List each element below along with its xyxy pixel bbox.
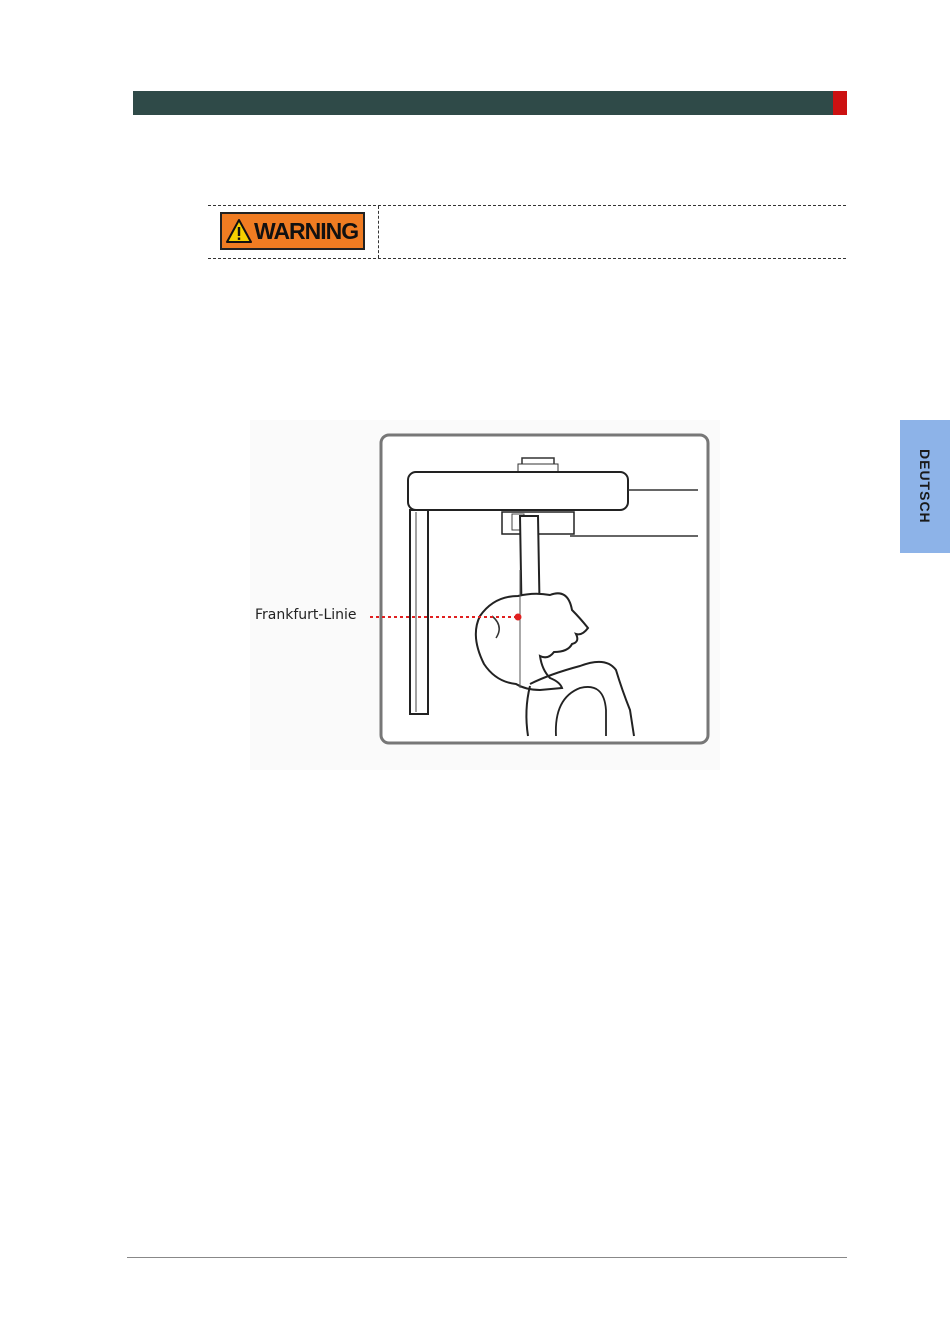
header-bar	[133, 91, 833, 115]
side-tab-language[interactable]	[900, 420, 950, 553]
warning-label: WARNING	[254, 217, 359, 244]
frankfurt-line-label: Frankfurt-Linie	[255, 607, 357, 623]
warning-divider	[378, 206, 379, 258]
warning-badge	[220, 212, 365, 250]
header-accent	[833, 91, 847, 115]
patient-positioning-figure	[250, 420, 720, 770]
side-tab-label: DEUTSCH	[917, 449, 933, 524]
warning-triangle-icon	[226, 218, 252, 244]
patient-positioning-illustration	[250, 420, 720, 770]
warning-box	[208, 205, 846, 259]
footer-divider	[127, 1257, 847, 1258]
